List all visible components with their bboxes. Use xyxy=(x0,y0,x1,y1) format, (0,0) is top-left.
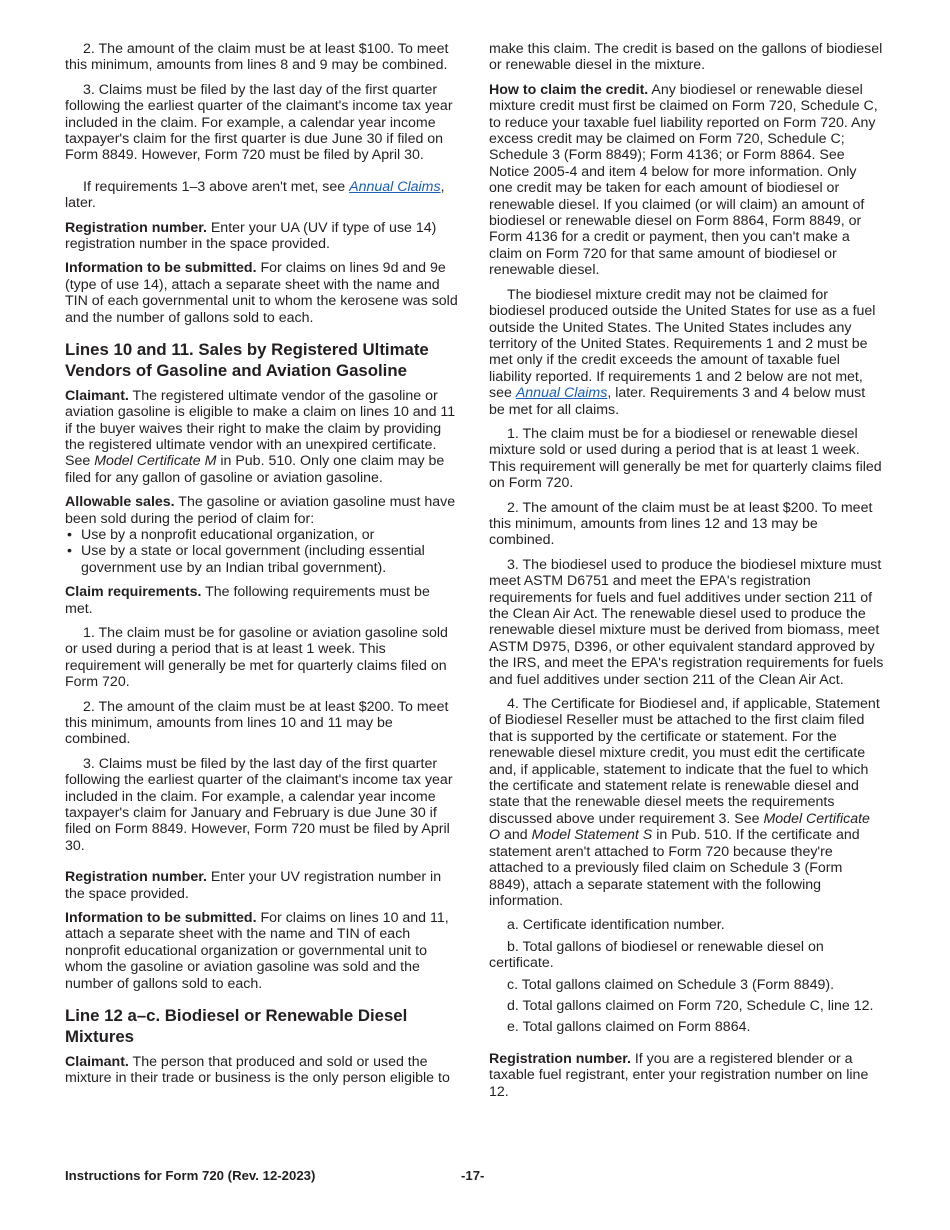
how-to-claim-text: Any biodiesel or renewable diesel mixture credit must first be claimed on Form 720, Schedule C, to reduce your taxable fuel liability reported on Form 720. Any excess credit may be claimed on Form 720, Schedule C; Schedule 3 (Form 8849); Form 4136; or Form 8864. See Notice 2005-4 and item 4 below for more information. Only one credit may be taken for each amount of biodiesel or renewable diesel. If you claimed (or will claim) an amount of biodiesel or renewable diesel on Form 8864, Form 8849, or Form 4136 for a credit or payment, then you can't make a claim on Form 720 for that same amount of biodiesel or renewable diesel. xyxy=(489,81,878,279)
information-para-1 xyxy=(65,260,460,326)
registration-number-text-1: Enter your UA (UV if type of use 14) registration number in the space provided. xyxy=(65,219,437,253)
how-to-claim-para xyxy=(489,82,884,279)
information-text-2: For claims on lines 10 and 11, attach a separate sheet with the name and TIN of each nonprofit educational organization or governmental unit to whom the gasoline or aviation gasoline was sold and the number of gallons sold to each. xyxy=(65,910,449,992)
req-4-text-a: 4. The Certificate for Biodiesel and, if applicable, Statement of Biodiesel Reseller must be attached to the first claim filed that is supported by the certificate or statement. For the renewable diesel mixture credit, you must edit the certificate and, if applicable, statement to indicate that the fuel to which the certificate and statement relate is renewable diesel and state that the renewable diesel meets the requirements discussed above under requirement 3. See xyxy=(489,696,880,827)
req-4-and: and xyxy=(500,827,532,844)
annual-claims-ref-text: If requirements 1–3 above aren't met, see xyxy=(83,178,350,195)
registration-number-text-3: If you are a registered blender or a taxable fuel registrant, enter your registration number on line 12. xyxy=(489,1050,869,1100)
list-item: b. Total gallons of biodiesel or renewable diesel on certificate. xyxy=(489,938,824,972)
left-claim-req-3: 3. Claims must be filed by the last day of the first quarter following the earliest quarter of the claimant's income tax year included in the claim. For example, a calendar year income taxpayer's claim for January and February is due June 30 if filed on Form 8849. However, Form 720 must be filed by April 30. xyxy=(65,755,453,854)
heading-lines-10-11: Lines 10 and 11. Sales by Registered Ultimate Vendors of Gasoline and Aviation Gasoline xyxy=(65,340,429,380)
information-label-2: Information to be submitted. xyxy=(65,910,257,927)
claimant-para-2 xyxy=(65,1054,460,1087)
claim-requirements-label: Claim requirements. xyxy=(65,584,202,601)
model-certificate-m: Model Certificate M xyxy=(94,453,217,470)
annual-claims-ref-1 xyxy=(65,179,460,212)
right-column xyxy=(489,41,884,1108)
registration-number-label-1: Registration number. xyxy=(65,219,207,236)
bullet-icon: • xyxy=(67,526,72,543)
registration-number-label-3: Registration number. xyxy=(489,1050,631,1067)
left-req-2: 2. The amount of the claim must be at least $100. To meet this minimum, amounts from lines 8 and 9 may be combined. xyxy=(65,41,449,74)
registration-number-text-2: Enter your UV registration number in the space provided. xyxy=(65,869,442,902)
registration-number-para-2 xyxy=(65,869,460,902)
page-number: -17- xyxy=(461,1168,485,1183)
heading-line-12: Line 12 a–c. Biodiesel or Renewable Diesel Mixtures xyxy=(65,1006,408,1046)
bullet-text: Use by a nonprofit educational organization, or xyxy=(81,526,375,543)
allowable-sales-text: The gasoline or aviation gasoline must have been sold during the period of claim for: xyxy=(65,494,456,527)
claimant-text-1: The registered ultimate vendor of the gasoline or aviation gasoline is eligible to make a claim on lines 10 and 11 if the buyer waives their right to make the claim by providing the registered ultimate vendor with an unexpired certificate. See xyxy=(65,387,456,470)
claimant-text-2: The person that produced and sold or used the mixture in their trade or business is the only person eligible to xyxy=(65,1053,450,1087)
left-claim-req-2: 2. The amount of the claim must be at least $200. To meet this minimum, amounts from lines 10 and 11 may be combined. xyxy=(65,698,449,748)
req-4-text-b: in Pub. 510. If the certificate and statement aren't attached to Form 720 because they're attached to a previously filed claim on Schedule 3 (Form 8849), attach a separate statement with the following information. xyxy=(489,827,860,909)
how-to-claim-label: How to claim the credit. xyxy=(489,81,649,98)
bullet-text: Use by a state or local government (including essential government use by an Indian tribal government). xyxy=(81,543,425,576)
mixture-credit-text: The biodiesel mixture credit may not be claimed for biodiesel produced outside the United States for use as a fuel outside the United States. The United States includes any territory of the United States. Requirements 1 and 2 must be met only if the credit exceeds the amount of taxable fuel liability reported. If requirements 1 and 2 below are not met, see xyxy=(489,286,876,402)
claimant-text-1b: in Pub. 510. Only one claim may be filed for any gallon of gasoline or aviation gasoline. xyxy=(65,453,445,486)
allowable-sales-label: Allowable sales. xyxy=(65,494,175,511)
allowable-sales-list xyxy=(65,527,460,576)
footer-title: Instructions for Form 720 (Rev. 12-2023) xyxy=(65,1168,316,1183)
right-continuation: make this claim. The credit is based on the gallons of biodiesel or renewable diesel in the mixture. xyxy=(489,41,883,74)
information-text-1: For claims on lines 9d and 9e (type of use 14), attach a separate sheet with the name and TIN of each governmental unit to whom the kerosene was sold and the number of gallons sold to each. xyxy=(65,260,458,326)
list-item: c. Total gallons claimed on Schedule 3 (Form 8849). xyxy=(507,976,835,993)
annual-claims-link-1[interactable]: Annual Claims xyxy=(349,178,441,195)
claimant-label-2: Claimant. xyxy=(65,1053,129,1070)
information-label-1: Information to be submitted. xyxy=(65,260,257,277)
claim-requirements-text: The following requirements must be met. xyxy=(65,584,430,617)
model-statement-s: Model Statement S xyxy=(531,827,653,844)
information-para-2 xyxy=(65,910,460,992)
mixture-credit-suffix: , later. Requirements 3 and 4 below must be met for all claims. xyxy=(489,385,866,418)
bullet-icon: • xyxy=(67,543,72,560)
left-claim-req-1: 1. The claim must be for gasoline or aviation gasoline sold or used during a period that is at least 1 week. This requirement will generally be met for quarterly claims filed on Form 720. xyxy=(65,624,448,691)
left-req-3: 3. Claims must be filed by the last day of the first quarter following the earliest quarter of the claimant's income tax year included in the claim. For example, a calendar year income taxpayer's claim for the first quarter is due June 30 if filed on Form 8849. However, Form 720 must be filed by April 30. xyxy=(65,81,453,164)
claim-requirements-para xyxy=(65,584,460,617)
right-req-4 xyxy=(489,696,884,909)
mixture-credit-para xyxy=(489,287,884,418)
registration-number-para-3 xyxy=(489,1051,884,1100)
left-column xyxy=(65,41,460,1095)
page-footer xyxy=(65,1168,885,1183)
claimant-para-1 xyxy=(65,388,460,486)
list-item: d. Total gallons claimed on Form 720, Schedule C, line 12. xyxy=(507,997,874,1014)
list-item xyxy=(65,527,460,543)
list-item xyxy=(65,543,460,576)
allowable-sales-para xyxy=(65,494,460,527)
annual-claims-ref-suffix: , later. xyxy=(65,178,445,212)
registration-number-label-2: Registration number. xyxy=(65,869,207,886)
right-req-3: 3. The biodiesel used to produce the biodiesel mixture must meet ASTM D6751 and meet the EPA's registration requirements for fuels and fuel additives under section 211 of the Clean Air Act. The renewable diesel used to produce the renewable diesel mixture must be derived from biomass, meet ASTM D975, D396, or other equivalent standard approved by the IRS, and meet the EPA's registration requirements for fuels and fuel additives under section 211 of the Clean Air Act. xyxy=(489,556,884,688)
annual-claims-link-2[interactable]: Annual Claims xyxy=(515,385,608,402)
registration-number-para-1 xyxy=(65,220,460,253)
list-item: a. Certificate identification number. xyxy=(507,917,725,934)
claimant-label-1: Claimant. xyxy=(65,387,129,404)
model-certificate-o: Model Certificate O xyxy=(489,810,870,844)
right-req-1: 1. The claim must be for a biodiesel or renewable diesel mixture sold or used during a period that is at least 1 week. This requirement will generally be met for quarterly claims filed on Form 720. xyxy=(489,425,882,492)
right-req-2: 2. The amount of the claim must be at least $200. To meet this minimum, amounts from lines 12 and 13 may be combined. xyxy=(489,499,873,549)
list-item: e. Total gallons claimed on Form 8864. xyxy=(507,1019,751,1036)
